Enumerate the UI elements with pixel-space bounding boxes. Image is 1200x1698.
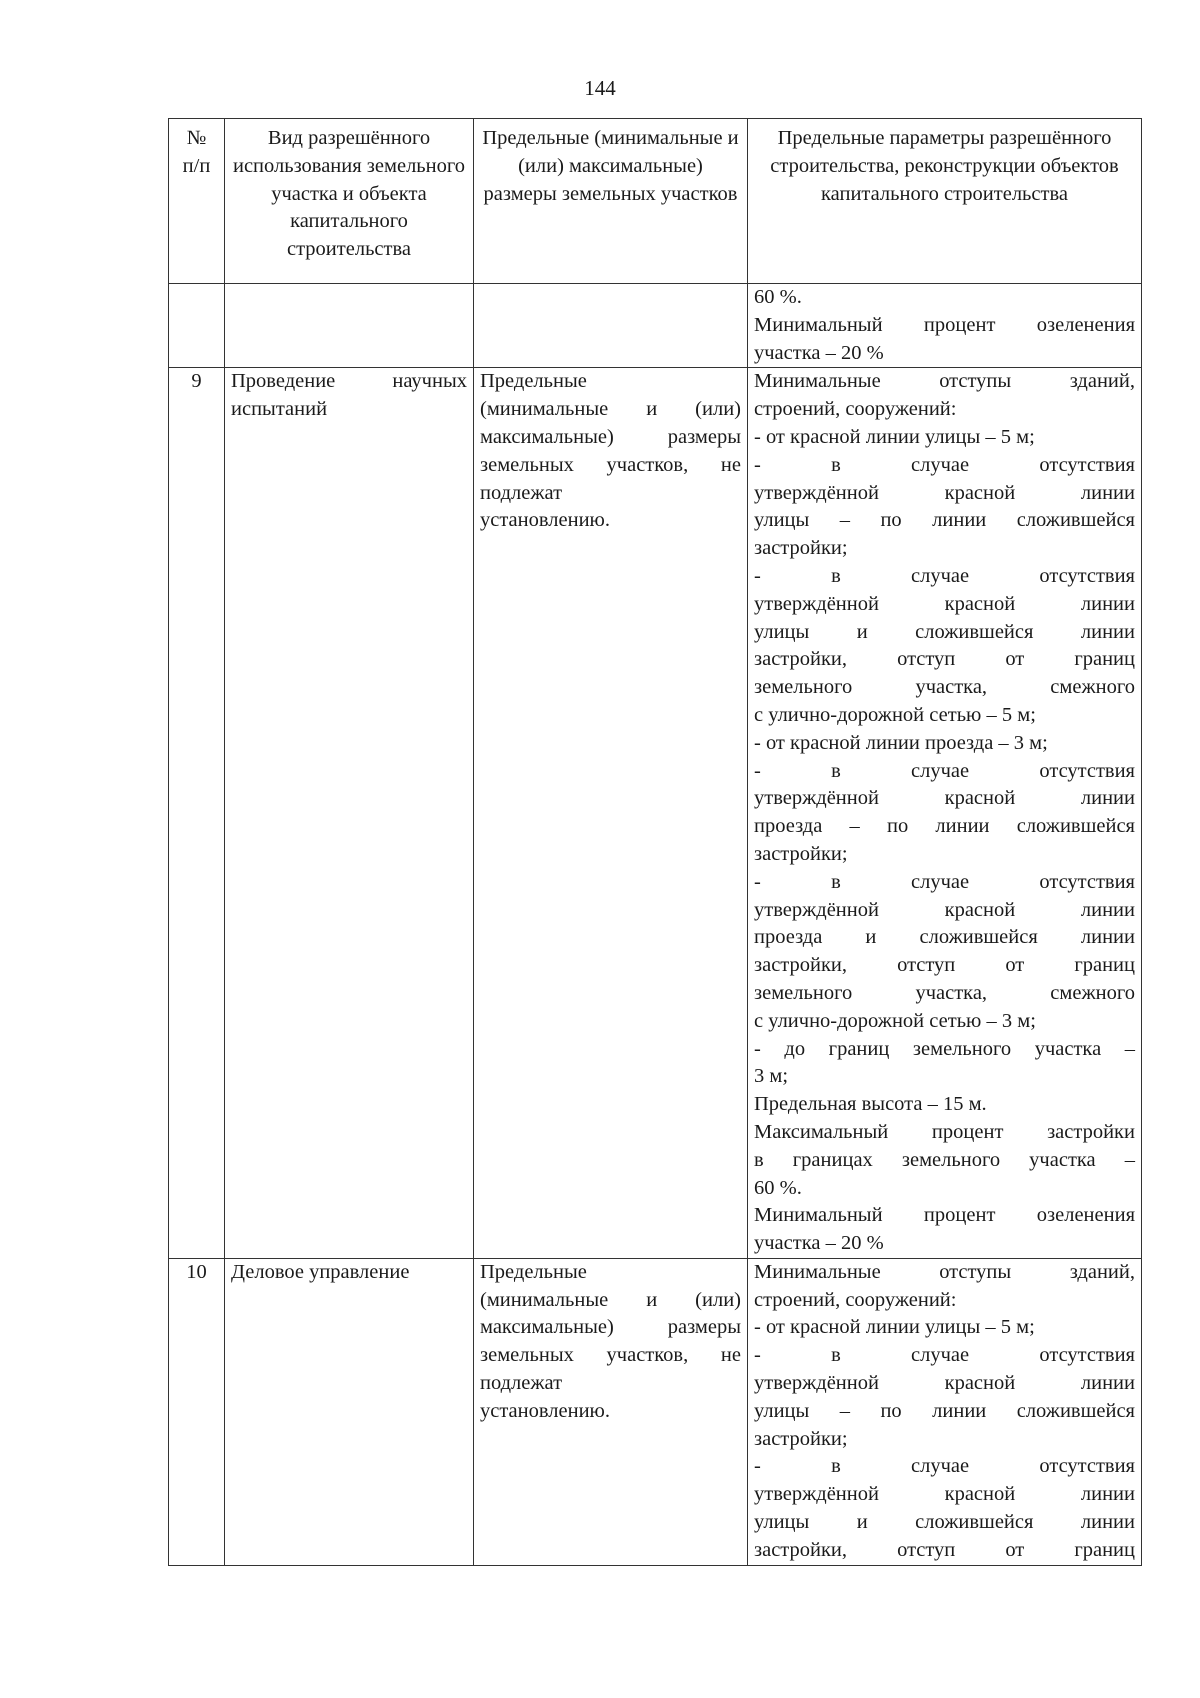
cell-construction-params-line: - в случае отсутствия <box>754 870 1135 893</box>
cell-construction-params-line: улицы и сложившейся линии <box>754 1511 1135 1534</box>
cell-construction-params-line: с улично-дорожной сетью – 5 м; <box>754 703 1036 726</box>
cell-plot-size <box>474 368 748 1259</box>
header-plot-size: Предельные (минимальные и (или) максимальные) размеры земельных участков <box>474 119 748 284</box>
cell-construction-params-line: - от красной линии проезда – 3 м; <box>754 731 1048 754</box>
cell-use-type-line: испытаний <box>231 398 328 421</box>
header-use-type: Вид разрешённого использования земельного участка и объекта капитального строительства <box>225 119 474 284</box>
cell-plot-size-line: земельных участков, не <box>480 1344 741 1367</box>
cell-construction-params-line: утверждённой красной линии <box>754 592 1135 615</box>
cell-plot-size-line: Предельные <box>480 1260 587 1283</box>
cell-construction-params-line: земельного участка, смежного <box>754 981 1135 1004</box>
cell-construction-params-line: застройки, отступ от границ <box>754 1538 1135 1561</box>
header-construction-params: Предельные параметры разрешённого строительства, реконструкции объектов капитального строительства <box>748 119 1142 284</box>
cell-number: 10 <box>169 1258 225 1565</box>
cell-construction-params <box>748 368 1142 1259</box>
cell-construction-params-line: - в случае отсутствия <box>754 759 1135 782</box>
cell-construction-params-line: застройки; <box>754 842 848 865</box>
cell-construction-params-line: участка – 20 % <box>754 341 884 364</box>
cell-construction-params-line: застройки, отступ от границ <box>754 954 1135 977</box>
cell-construction-params-line: Минимальный процент озеленения <box>754 1204 1135 1227</box>
cell-construction-params-line: застройки; <box>754 1427 848 1450</box>
cell-plot-size-line: подлежат <box>480 481 563 504</box>
cell-plot-size-line: (минимальные и (или) <box>480 398 741 421</box>
cell-construction-params-line: 60 %. <box>754 1176 802 1199</box>
table-body <box>169 284 1142 1566</box>
header-number <box>169 119 225 284</box>
cell-construction-params-line: утверждённой красной линии <box>754 787 1135 810</box>
table-row <box>169 284 1142 368</box>
header-number-line: п/п <box>182 154 211 177</box>
cell-plot-size-line: земельных участков, не <box>480 453 741 476</box>
header-number-line: № <box>186 127 207 149</box>
cell-construction-params-line: застройки; <box>754 537 848 560</box>
cell-construction-params-line: Максимальный процент застройки <box>754 1120 1135 1143</box>
cell-construction-params-line: - от красной линии улицы – 5 м; <box>754 1316 1035 1339</box>
cell-construction-params-line: утверждённой красной линии <box>754 481 1135 504</box>
cell-construction-params <box>748 1258 1142 1565</box>
cell-plot-size-line: максимальные) размеры <box>480 1316 741 1339</box>
cell-construction-params-line: - до границ земельного участка – <box>754 1037 1135 1060</box>
cell-use-type <box>225 368 474 1259</box>
cell-construction-params-line: улицы и сложившейся линии <box>754 620 1135 643</box>
cell-construction-params-line: земельного участка, смежного <box>754 676 1135 699</box>
cell-number <box>169 284 225 368</box>
cell-construction-params-line: Минимальные отступы зданий, <box>754 370 1135 393</box>
cell-construction-params-line: Предельная высота – 15 м. <box>754 1093 987 1116</box>
regulations-table <box>168 118 1142 1566</box>
cell-plot-size-line: установлению. <box>480 1399 610 1422</box>
cell-use-type <box>225 284 474 368</box>
cell-construction-params-line: утверждённой красной линии <box>754 1483 1135 1506</box>
cell-construction-params-line: - в случае отсутствия <box>754 1455 1135 1478</box>
cell-construction-params-line: 3 м; <box>754 1065 789 1088</box>
table-header-row <box>169 119 1142 284</box>
cell-construction-params-line: с улично-дорожной сетью – 3 м; <box>754 1009 1036 1032</box>
cell-construction-params-line: 60 %. <box>754 286 802 308</box>
table-row <box>169 368 1142 1259</box>
cell-construction-params-line: строений, сооружений: <box>754 1288 957 1311</box>
cell-construction-params <box>748 284 1142 368</box>
cell-construction-params-line: проезда – по линии сложившейся <box>754 815 1135 838</box>
cell-construction-params-line: улицы – по линии сложившейся <box>754 509 1135 532</box>
cell-construction-params-line: - в случае отсутствия <box>754 1344 1135 1367</box>
cell-construction-params-line: проезда и сложившейся линии <box>754 926 1135 949</box>
cell-construction-params-line: участка – 20 % <box>754 1232 884 1255</box>
cell-construction-params-line: утверждённой красной линии <box>754 898 1135 921</box>
cell-plot-size <box>474 284 748 368</box>
cell-construction-params-line: - от красной линии улицы – 5 м; <box>754 425 1035 448</box>
cell-plot-size <box>474 1258 748 1565</box>
cell-number: 9 <box>169 368 225 1259</box>
cell-construction-params-line: утверждённой красной линии <box>754 1372 1135 1395</box>
cell-construction-params-line: застройки, отступ от границ <box>754 648 1135 671</box>
cell-construction-params-line: Минимальный процент озеленения <box>754 313 1135 336</box>
cell-construction-params-line: Минимальные отступы зданий, <box>754 1260 1135 1283</box>
cell-plot-size-line: подлежат <box>480 1372 563 1395</box>
cell-construction-params-line: в границах земельного участка – <box>754 1148 1135 1171</box>
table-row <box>169 1258 1142 1565</box>
cell-construction-params-line: - в случае отсутствия <box>754 453 1135 476</box>
cell-construction-params-line: - в случае отсутствия <box>754 564 1135 587</box>
cell-plot-size-line: установлению. <box>480 509 610 532</box>
cell-use-type-line: Проведение научных <box>231 370 467 393</box>
cell-plot-size-line: Предельные <box>480 370 587 393</box>
cell-use-type <box>225 1258 474 1565</box>
cell-plot-size-line: максимальные) размеры <box>480 425 741 448</box>
cell-construction-params-line: строений, сооружений: <box>754 398 957 421</box>
cell-construction-params-line: улицы – по линии сложившейся <box>754 1399 1135 1422</box>
page-number: 144 <box>584 76 616 100</box>
cell-use-type-line: Деловое управление <box>231 1260 410 1283</box>
cell-plot-size-line: (минимальные и (или) <box>480 1288 741 1311</box>
